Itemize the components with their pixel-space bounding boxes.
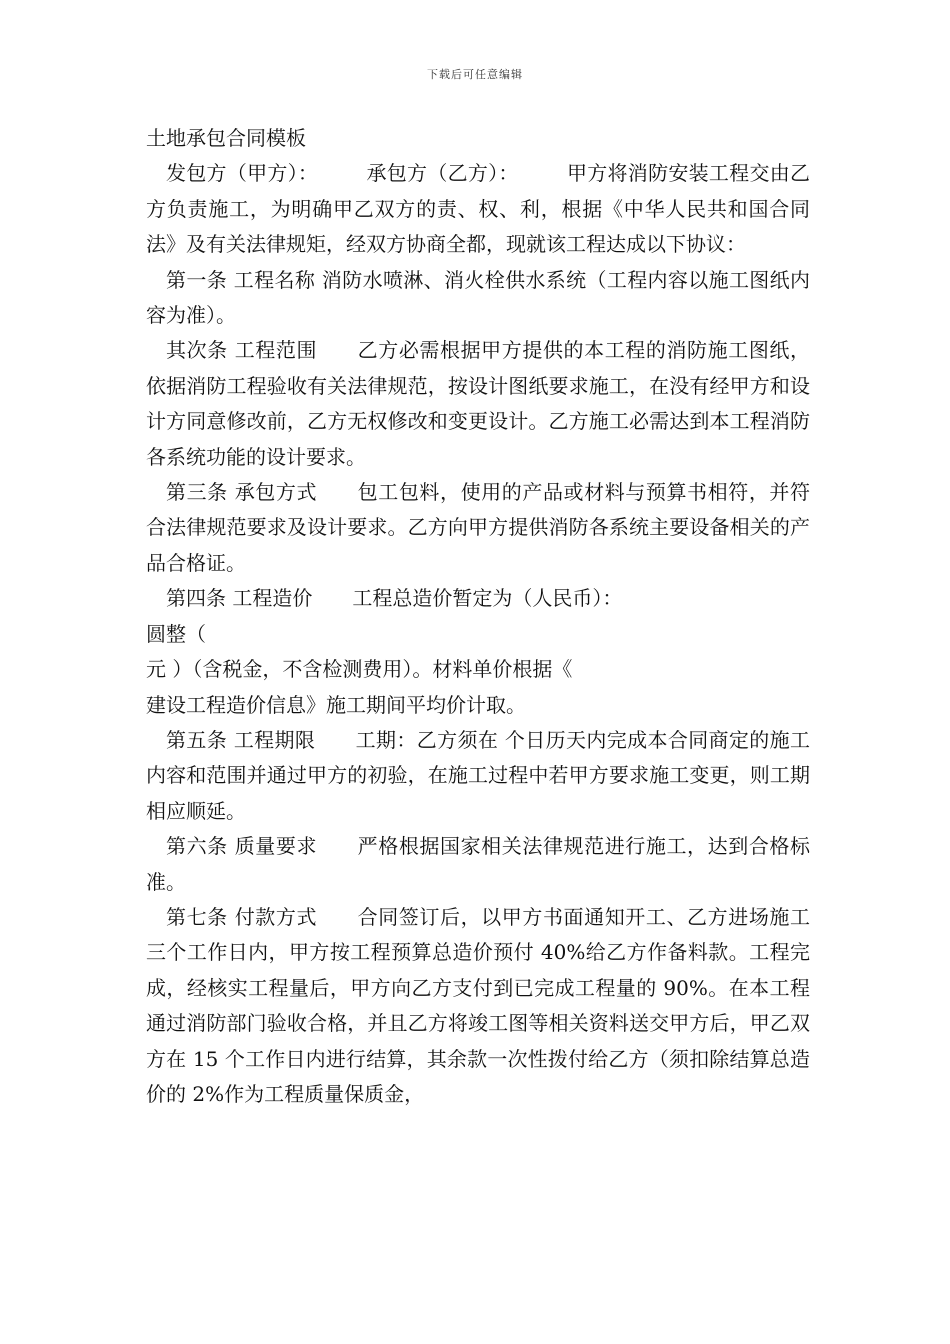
- document-title: 土地承包合同模板: [146, 126, 306, 150]
- article-2-heading: 其次条 工程范围: [166, 338, 318, 363]
- article-4-line-3: 元 ）（含税金，不含检测费用）。材料单价根据《: [146, 657, 573, 682]
- article-4-line-2: 圆整（: [146, 621, 206, 646]
- intro-paragraph: [146, 156, 810, 262]
- contract-body: [146, 121, 810, 1112]
- article-5: [146, 723, 810, 829]
- article-6: [146, 829, 810, 900]
- party-a-label: 发包方（甲方）：: [166, 161, 319, 186]
- intro-text: 甲方将消防安装工程交由乙方负责施工，为明确甲乙双方的责、权、利，根据《中华人民共和国合同法》及有关法律规矩，经双方协商全都，现就该工程达成以下协议：: [146, 161, 811, 257]
- article-4: [146, 581, 810, 616]
- article-5-heading: 第五条 工程期限: [166, 727, 316, 752]
- party-b-label: 承包方（乙方）：: [366, 161, 519, 186]
- article-3-text: 包工包料，使用的产品或材料与预算书相符，并符合法律规范要求及设计要求。乙方向甲方提供消防各系统主要设备相关的产品合格证。: [146, 480, 810, 575]
- article-5-text: 工期：乙方须在 个日历天内完成本合同商定的施工内容和范围并通过甲方的初验，在施工过程中若甲方要求施工变更，则工期相应顺延。: [146, 727, 811, 823]
- article-1-heading: 第一条 工程名称: [166, 267, 316, 292]
- article-4-line-4: 建设工程造价信息》施工期间平均价计取。: [146, 692, 526, 717]
- article-3: [146, 475, 810, 581]
- article-7-heading: 第七条 付款方式: [166, 904, 318, 929]
- article-1: [146, 263, 810, 334]
- article-6-heading: 第六条 质量要求: [166, 834, 318, 859]
- article-7-text: 合同签订后，以甲方书面通知开工、乙方进场施工三个工作日内，甲方按工程预算总造价预付 40%给乙方作备料款。工程完成，经核实工程量后，甲方向乙方支付到已完成工程量的 90%。在本工程通过消防部门验收合格，并且乙方将竣工图等相关资料送交甲方后，甲乙双方在 15 个工作日内进行结算，其余款一次性拨付给乙方（须扣除结算总造价的 2%作为工程质量保质金，: [146, 904, 810, 1106]
- article-7: [146, 900, 810, 1112]
- article-1-text: 消防水喷淋、消火栓供水系统（工程内容以施工图纸内容为准）。: [146, 267, 811, 328]
- article-6-text: 严格根据国家相关法律规范进行施工，达到合格标准。: [146, 834, 810, 894]
- article-2-text: 乙方必需根据甲方提供的本工程的消防施工图纸，依据消防工程验收有关法律规范，按设计图纸要求施工，在没有经甲方和设计方同意修改前，乙方无权修改和变更设计。乙方施工必需达到本工程消防各系统功能的设计要求。: [146, 338, 810, 469]
- article-3-heading: 第三条 承包方式: [166, 480, 318, 505]
- article-2: [146, 333, 810, 475]
- article-4-heading: 第四条 工程造价: [166, 586, 313, 611]
- header-note: 下载后可任意编辑: [427, 68, 523, 81]
- article-4-text: 工程总造价暂定为（人民币）：: [352, 586, 623, 611]
